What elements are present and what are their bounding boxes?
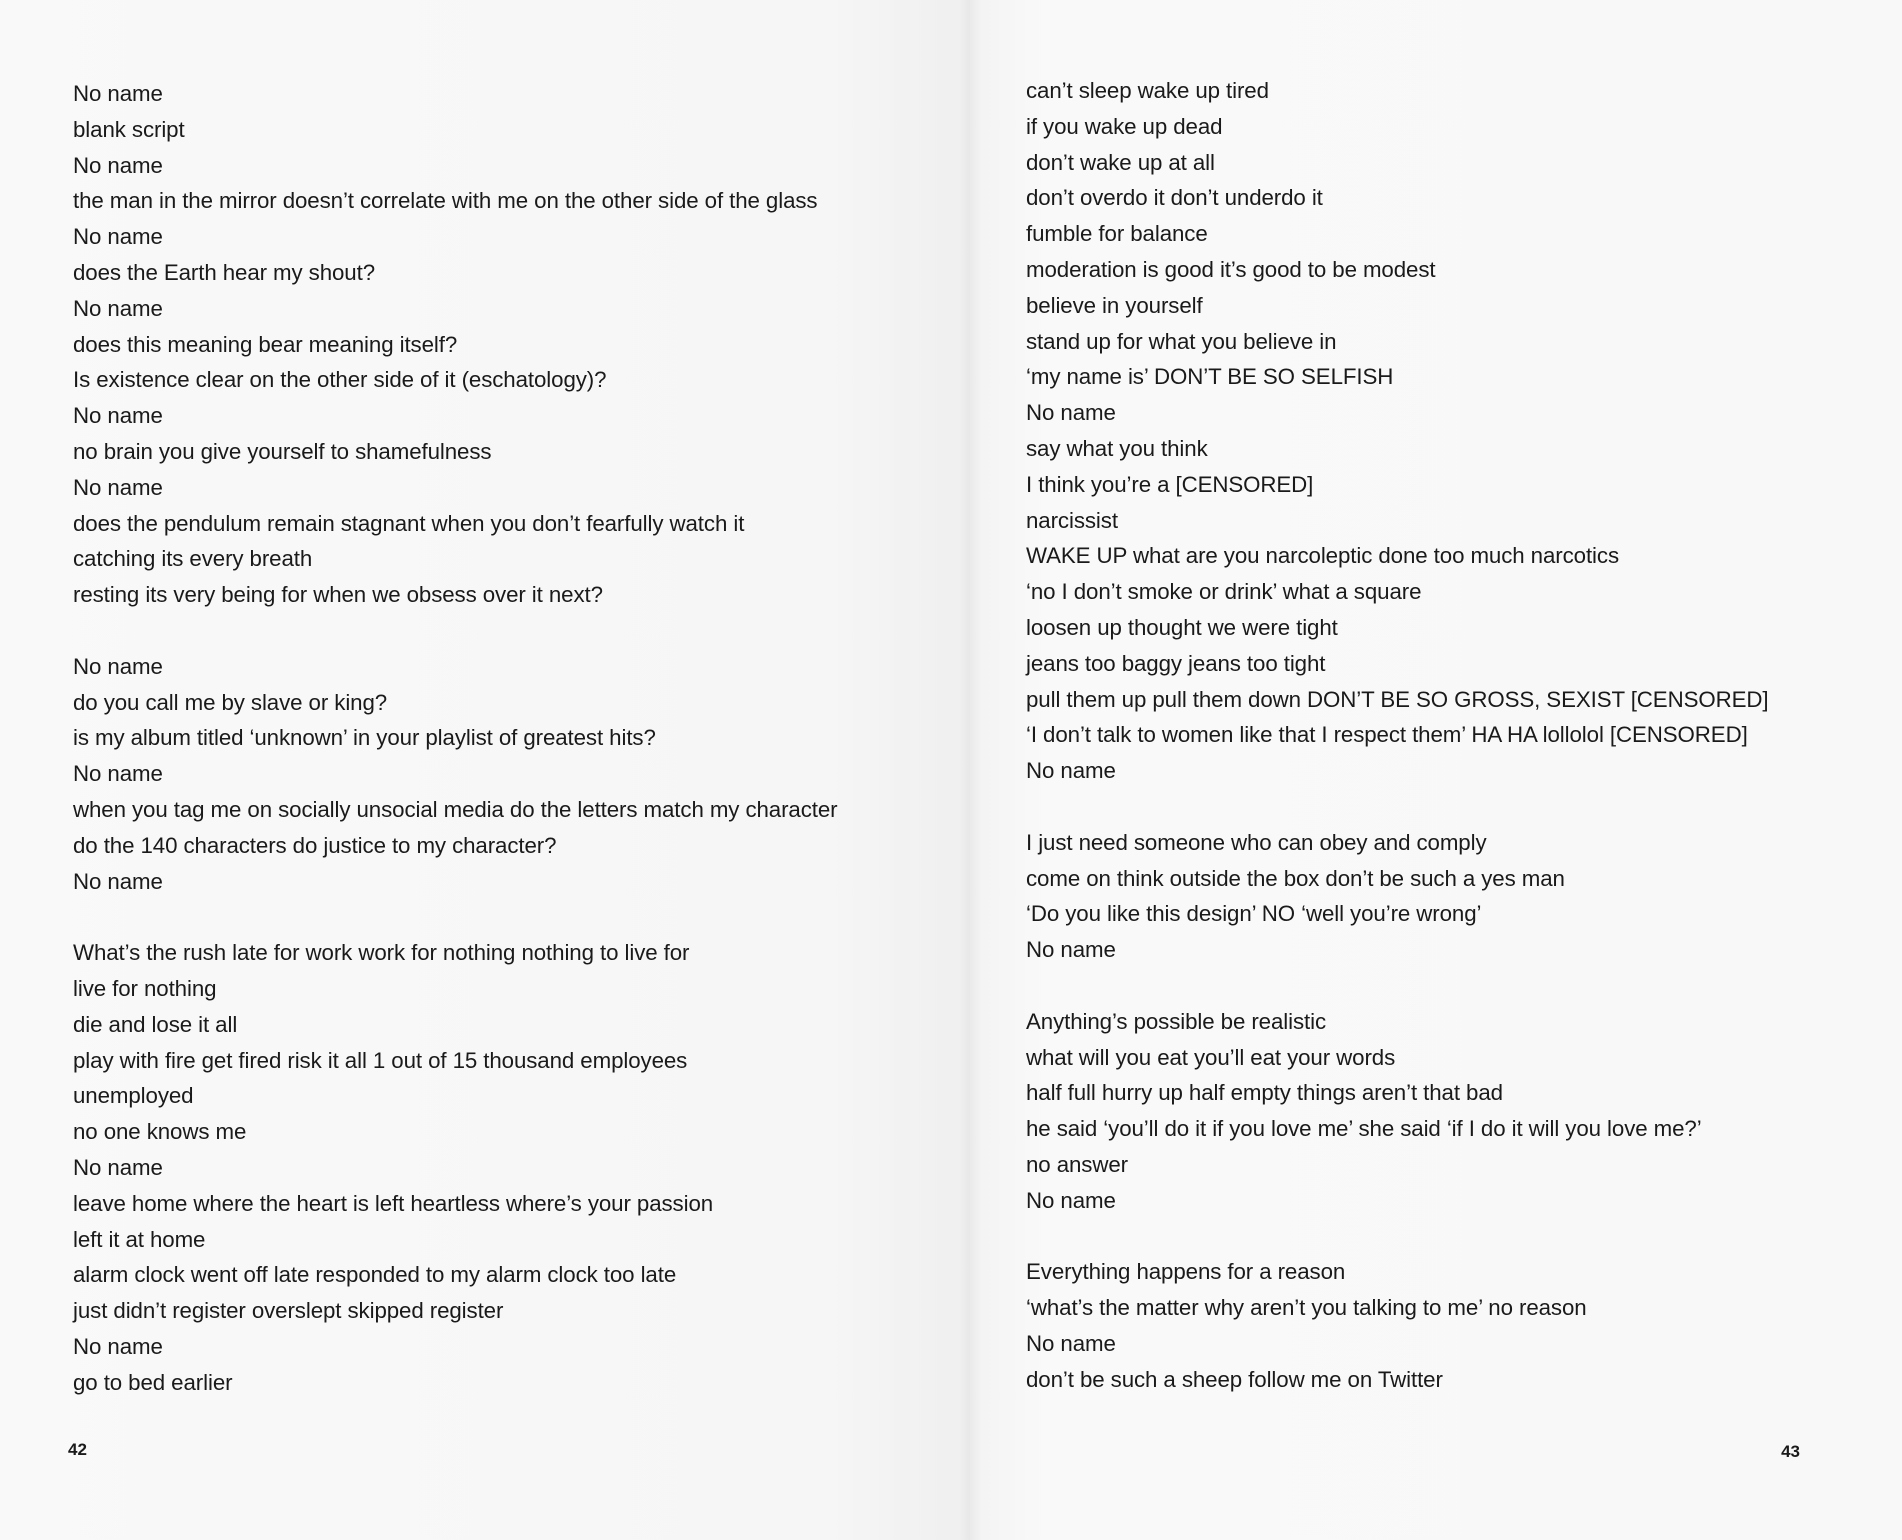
poem-line: Everything happens for a reason xyxy=(1026,1259,1346,1285)
poem-line: No name xyxy=(73,403,163,429)
poem-line: does this meaning bear meaning itself? xyxy=(73,331,458,357)
left-page-text xyxy=(73,76,838,1400)
poem-line: resting its very being for when we obsess over it next? xyxy=(73,582,603,608)
stanza-break xyxy=(73,899,838,935)
stanza-break xyxy=(1026,1219,1768,1255)
poem-line: do you call me by slave or king? xyxy=(73,689,388,715)
poem-line: can’t sleep wake up tired xyxy=(1026,78,1269,103)
poem-line: no brain you give yourself to shamefulness xyxy=(73,438,492,464)
poem-line: when you tag me on socially unsocial media do the letters match my character xyxy=(73,796,838,822)
poem-line: stand up for what you believe in xyxy=(1026,328,1337,354)
poem-line: unemployed xyxy=(73,1083,194,1109)
poem-line: no answer xyxy=(1026,1151,1128,1177)
poem-line: come on think outside the box don’t be such a yes man xyxy=(1026,865,1565,891)
poem-line: ‘no I don’t smoke or drink’ what a square xyxy=(1026,579,1422,605)
poem-line: ‘my name is’ DON’T BE SO SELFISH xyxy=(1026,364,1394,390)
poem-line: No name xyxy=(73,868,163,894)
poem-line: fumble for balance xyxy=(1026,221,1208,247)
poem-line: just didn’t register overslept skipped register xyxy=(73,1298,504,1324)
poem-line: alarm clock went off late responded to my alarm clock too late xyxy=(73,1262,677,1288)
poem-line: What’s the rush late for work work for nothing nothing to live for xyxy=(73,940,690,966)
poem-line: No name xyxy=(73,152,163,178)
poem-line: Is existence clear on the other side of it (eschatology)? xyxy=(73,367,607,393)
poem-line: No name xyxy=(1026,1187,1116,1213)
poem-line: WAKE UP what are you narcoleptic done too much narcotics xyxy=(1026,543,1619,569)
poem-line: don’t overdo it don’t underdo it xyxy=(1026,185,1323,211)
poem-line: die and lose it all xyxy=(73,1011,238,1037)
poem-line: No name xyxy=(73,761,163,787)
poem-line: catching its every breath xyxy=(73,546,313,572)
poem-line: moderation is good it’s good to be modest xyxy=(1026,256,1436,282)
poem-line: No name xyxy=(73,81,163,106)
poem-line: if you wake up dead xyxy=(1026,113,1223,139)
poem-line: say what you think xyxy=(1026,435,1208,461)
poem-line: No name xyxy=(1026,758,1116,784)
poem-line: No name xyxy=(1026,937,1116,963)
page-number-left: 42 xyxy=(68,1440,87,1459)
poem-line: what will you eat you’ll eat your words xyxy=(1026,1044,1396,1070)
poem-line: go to bed earlier xyxy=(73,1369,233,1395)
poem-line: narcissist xyxy=(1026,507,1118,533)
poem-line: I just need someone who can obey and comply xyxy=(1026,829,1487,855)
book-gutter xyxy=(960,0,982,1540)
poem-line: he said ‘you’ll do it if you love me’ she said ‘if I do it will you love me?’ xyxy=(1026,1116,1702,1142)
poem-line: I think you’re a [CENSORED] xyxy=(1026,471,1314,497)
poem-line: ‘what’s the matter why aren’t you talking to me’ no reason xyxy=(1026,1295,1587,1321)
poem-line: do the 140 characters do justice to my character? xyxy=(73,832,557,858)
poem-line: No name xyxy=(73,1154,163,1180)
poem-line: believe in yourself xyxy=(1026,292,1203,318)
poem-line: leave home where the heart is left heartless where’s your passion xyxy=(73,1190,714,1216)
poem-line: left it at home xyxy=(73,1226,206,1252)
stanza-break xyxy=(73,613,838,649)
stanza-break xyxy=(1026,968,1768,1004)
poem-line: No name xyxy=(73,295,163,321)
poem-line: is my album titled ‘unknown’ in your playlist of greatest hits? xyxy=(73,725,656,751)
poem-line: No name xyxy=(73,1333,163,1359)
poem-line: ‘I don’t talk to women like that I respect them’ HA HA lollolol [CENSORED] xyxy=(1026,722,1748,748)
poem-line: the man in the mirror doesn’t correlate with me on the other side of the glass xyxy=(73,188,818,214)
poem-line: live for nothing xyxy=(73,975,217,1001)
page-number-right: 43 xyxy=(1781,1442,1800,1461)
poem-line: don’t wake up at all xyxy=(1026,149,1215,175)
poem-line: play with fire get fired risk it all 1 out of 15 thousand employees xyxy=(73,1047,688,1073)
poem-line: loosen up thought we were tight xyxy=(1026,614,1338,640)
poem-line: ‘Do you like this design’ NO ‘well you’re wrong’ xyxy=(1026,901,1482,927)
right-page-text xyxy=(1026,73,1768,1397)
poem-line: No name xyxy=(73,224,163,250)
stanza-break xyxy=(1026,789,1768,825)
poem-line: No name xyxy=(1026,400,1116,426)
poem-line: pull them up pull them down DON’T BE SO GROSS, SEXIST [CENSORED] xyxy=(1026,686,1769,712)
poem-line: jeans too baggy jeans too tight xyxy=(1026,650,1326,676)
poem-line: half full hurry up half empty things aren’t that bad xyxy=(1026,1080,1503,1106)
right-page xyxy=(970,0,1902,1540)
poem-line: does the Earth hear my shout? xyxy=(73,259,376,285)
poem-line: no one knows me xyxy=(73,1119,247,1145)
poem-line: does the pendulum remain stagnant when you don’t fearfully watch it xyxy=(73,510,745,536)
poem-line: don’t be such a sheep follow me on Twitter xyxy=(1026,1366,1443,1392)
poem-line: No name xyxy=(73,474,163,500)
poem-line: Anything’s possible be realistic xyxy=(1026,1008,1327,1034)
poem-line: No name xyxy=(1026,1330,1116,1356)
poem-line: No name xyxy=(73,653,163,679)
poem-line: blank script xyxy=(73,116,185,142)
